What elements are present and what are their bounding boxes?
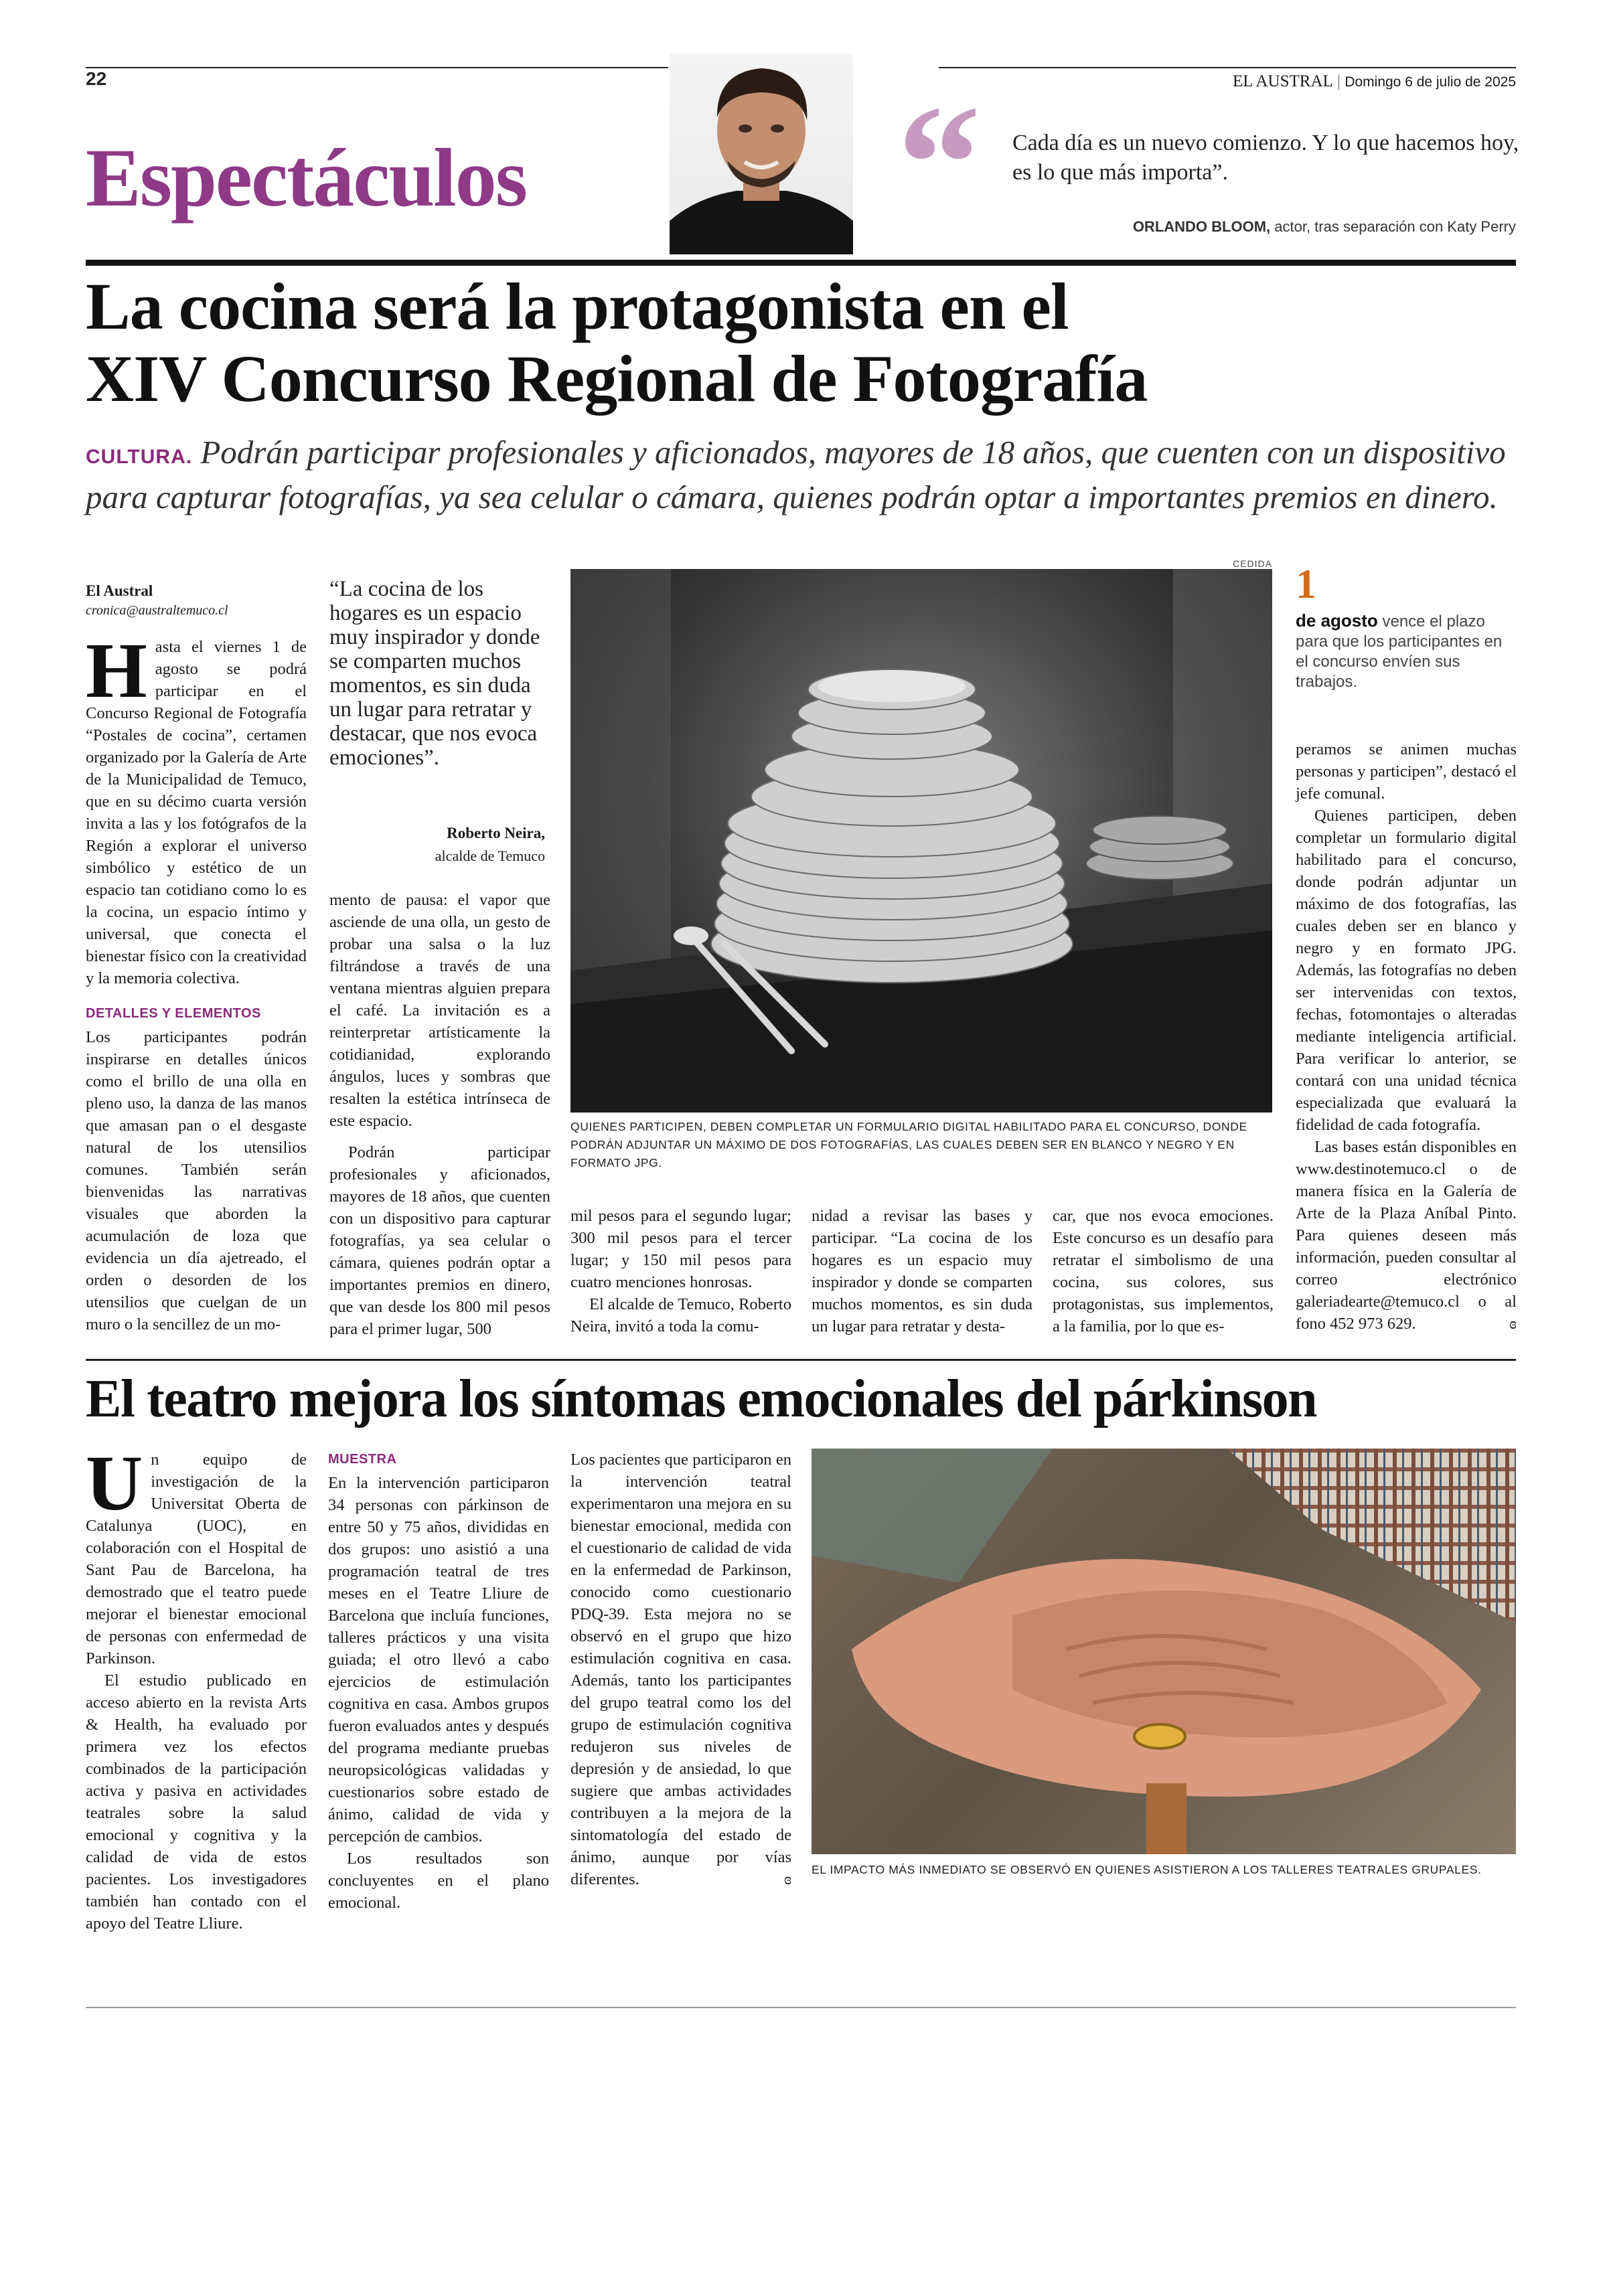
kitchen-photo bbox=[570, 569, 1272, 1113]
paragraph-5: mil pesos para el segundo lugar; 300 mil pesos para el tercer lugar; y 150 mil pesos para cuatro menciones honrosas. bbox=[570, 1207, 791, 1291]
featured-quote: Cada día es un nuevo comienzo. Y lo que hacemos hoy, es lo que más importa”. bbox=[1012, 131, 1519, 185]
article2-paragraph-4: Los resultados son concluyentes en el plano emocional. bbox=[328, 1850, 549, 1912]
paragraph-1-text: asta el viernes 1 de agosto se podrá participar en el Concurso Regional de Fotografía “Postales de cocina”, certamen organizado por la Galería de Arte de la Municipalidad de Temuco, que en su décimo cuarta versión invita a las y los fotógrafos de la Región a explorar el universo simbólico y estético de un espacio tan cotidiano como lo es la cocina, un espacio íntimo y universal, que conecta el bienestar físico con la creatividad y la memoria colectiva. bbox=[86, 638, 307, 987]
article2-paragraph-2: El estudio publicado en acceso abierto en la revista Arts & Health, ha evaluado por primera vez los efectos combinados de la participación activa y pasiva en actividades teatrales sobre la salud emocional y cognitiva y la calidad de vida de estos pacientes. Los investigadores también han contado con el apoyo del Teatre Lliure. bbox=[86, 1671, 307, 1933]
pull-quote: “La cocina de los hogares es un espacio muy inspirador y donde se comparten muchos momentos, es sin duda un lugar para retratar y destacar, que nos evoca emociones”. bbox=[329, 577, 540, 770]
article2-paragraph-5-text: Los pacientes que participaron en la intervención teatral experimentaron una mejora en su bienestar emocional, medida con el cuestionario de calidad de vida en la enfermedad de Parkinson, conocido como cuestionario PDQ-39. Esta mejora no se observó en el grupo que hizo estimulación cognitiva en casa. Además, tanto los participantes del grupo teatral como los del grupo de estimulación cognitiva redujeron sus niveles de depresión y de ansiedad, lo que sugiere que ambas actividades contribuyen a la mejora de la sintomatología del estado de ánimo, aunque por vías diferentes. bbox=[570, 1451, 791, 1888]
article2-column-3 bbox=[570, 1449, 791, 1890]
article2-paragraph-3: En la intervención participaron 34 personas con párkinson de entre 50 y 75 años, divididas en dos grupos: uno asistió a una programación teatral de tres meses en el Teatre Lliure de Barcelona que incluía funciones, talleres prácticos y una visita guiada; el otro llevó a cabo ejercicios de estimulación cognitiva en casa. Ambos grupos fueron evaluados antes y después del programa mediante pruebas neuropsicológicas validadas y cuestionarios sobre estado de ánimo, calidad de vida y percepción de cambios. bbox=[328, 1474, 549, 1846]
plates-illustration bbox=[570, 569, 1272, 1113]
quote-author-role: actor, tras separación con Katy Perry bbox=[1274, 218, 1516, 235]
page-bottom-rule bbox=[86, 2007, 1516, 2008]
header-rule-right bbox=[939, 67, 1516, 68]
subhead-detalles: DETALLES Y ELEMENTOS bbox=[86, 1006, 261, 1021]
header-bottom-rule bbox=[86, 260, 1516, 266]
paragraph-7: nidad a revisar las bases y participar. “La cocina de los hogares es un espacio muy inspirador y donde se comparten muchos momentos, es sin duda un lugar para retratar y desta- bbox=[812, 1207, 1032, 1335]
kicker: CULTURA. bbox=[86, 446, 193, 468]
headline-line-1: La cocina será la protagonista en el bbox=[86, 269, 1069, 343]
hands-photo bbox=[812, 1449, 1516, 1854]
hands-photo-caption: EL IMPACTO MÁS INMEDIATO SE OBSERVÓ EN QUIENES ASISTIERON A LOS TALLERES TEATRALES GRUPALES. bbox=[812, 1863, 1482, 1876]
article1-column-5 bbox=[1053, 1205, 1274, 1337]
article-divider bbox=[86, 1359, 1516, 1361]
article1-lead bbox=[86, 432, 1516, 517]
fact-number: 1 bbox=[1296, 562, 1316, 607]
pull-quote-role: alcalde de Temuco bbox=[435, 847, 545, 864]
article1-end-mark: ɞ bbox=[1509, 1315, 1517, 1333]
article2-column-1 bbox=[86, 1439, 307, 1935]
paragraph-11-text: Las bases están disponibles en www.destinotemuco.cl o de manera física en la Galería de Arte de la Plaza Aníbal Pinto. Para quienes deseen más información, pueden consultar al correo electrónico galeriadearte@temuco.cl o al fono 452 973 629. bbox=[1296, 1138, 1517, 1333]
paragraph-8: car, que nos evoca emociones. Este concurso es un desafío para retratar el simbolismo de una cocina, sus colores, sus protagonistas, sus implementos, a la familia, por lo que es- bbox=[1053, 1207, 1274, 1335]
article1-column-1 bbox=[86, 581, 307, 1335]
pull-quote-author: Roberto Neira, bbox=[447, 825, 545, 841]
header-rule-left bbox=[86, 67, 668, 68]
article1-column-6 bbox=[1296, 738, 1517, 1335]
portrait-illustration bbox=[670, 54, 853, 254]
quote-attribution bbox=[1004, 218, 1516, 236]
photo-credit: CEDIDA bbox=[1233, 558, 1272, 569]
portrait-photo bbox=[670, 54, 853, 254]
paragraph-11 bbox=[1296, 1136, 1517, 1335]
section-title: Espectáculos bbox=[86, 132, 526, 224]
byline-email: cronica@australtemuco.cl bbox=[86, 603, 228, 618]
paragraph-10: Quienes participen, deben completar un formulario digital habilitado para el concurso, donde podrán adjuntar un máximo de dos fotografías, las cuales deben ser en blanco y negro y en formato JPG. Además, las fotografías no deben ser intervenidas con textos, fechas, fotomontajes o alteradas mediante inteligencia artificial. Para verificar lo anterior, se contará con una unidad técnica especializada que evaluará la fidelidad de cada fotografía. bbox=[1296, 807, 1517, 1134]
fact-text: vence el plazo para que los participantes en el concurso envíen sus trabajos. bbox=[1296, 612, 1503, 691]
article1-column-3 bbox=[570, 1205, 791, 1337]
quote-mark: “ bbox=[897, 71, 981, 256]
masthead-line bbox=[1138, 72, 1516, 91]
paragraph-6: El alcalde de Temuco, Roberto Neira, invitó a toda la comu- bbox=[570, 1295, 791, 1335]
hands-illustration bbox=[812, 1449, 1516, 1854]
article2-paragraph-1 bbox=[86, 1439, 307, 1669]
paragraph-3: mento de pausa: el vapor que asciende de una olla, un gesto de probar una salsa o la luz filtrándose a través de una ventana mientras alguien prepara el café. La invitación es a reinterpretar artísticamente la cotidianidad, explorando ángulos, luces y sombras que resalten la estética intrínseca de este espacio. bbox=[329, 891, 550, 1130]
masthead-separator: | bbox=[1337, 72, 1345, 90]
article2-column-2 bbox=[328, 1439, 549, 1914]
quote-author: ORLANDO BLOOM, bbox=[1132, 218, 1271, 235]
subhead-muestra: MUESTRA bbox=[328, 1452, 397, 1467]
byline: El Austral bbox=[86, 582, 153, 599]
masthead: EL AUSTRAL bbox=[1233, 72, 1333, 90]
paragraph-1 bbox=[86, 627, 307, 989]
article2-paragraph-1-text: n equipo de investigación de la Universitat Oberta de Catalunya (UOC), en colaboración con el Hospital de Sant Pau de Barcelona, ha demostrado que el teatro puede mejorar el bienestar emocional de personas con enfermedad de Parkinson. bbox=[86, 1451, 307, 1667]
article2-end-mark: ɞ bbox=[784, 1870, 791, 1888]
article2-paragraph-5 bbox=[570, 1449, 791, 1890]
fact-bold: de agosto bbox=[1296, 610, 1378, 631]
headline-line-2: XIV Concurso Regional de Fotografía bbox=[86, 341, 1148, 416]
dropcap-u: U bbox=[86, 1439, 143, 1527]
dropcap-h: H bbox=[86, 627, 147, 714]
article1-column-4 bbox=[812, 1205, 1032, 1337]
issue-date: Domingo 6 de julio de 2025 bbox=[1345, 74, 1516, 90]
paragraph-9: peramos se animen muchas personas y participen”, destacó el jefe comunal. bbox=[1296, 740, 1517, 803]
kitchen-photo-caption: QUIENES PARTICIPEN, DEBEN COMPLETAR UN FORMULARIO DIGITAL HABILITADO PARA EL CONCURSO, DONDE PODRÁN ADJUNTAR UN MÁXIMO DE DOS FOTOGRAFÍAS, LAS CUALES DEBEN SER EN BLANCO Y NEGRO Y EN FORMATO JPG. bbox=[570, 1120, 1247, 1169]
paragraph-2: Los participantes podrán inspirarse en detalles únicos como el brillo de una olla en pleno uso, la danza de las manos que amasan pan o el desgaste natural de los utensilios comunes. También serán bienvenidas las narrativas visuales que aborden la acumulación de loza que evidencia un día ajetreado, el orden o desorden de los utensilios que cuelgan de un muro o la sencillez de un mo- bbox=[86, 1028, 307, 1333]
lead-text: Podrán participar profesionales y aficionados, mayores de 18 años, que cuenten con un dispositivo para capturar fotografías, ya sea celular o cámara, quienes podrán optar a importantes premios en dinero. bbox=[86, 434, 1506, 515]
article2-headline: El teatro mejora los síntomas emocionales del párkinson bbox=[86, 1370, 1317, 1428]
paragraph-4: Podrán participar profesionales y aficionados, mayores de 18 años, que cuenten con un dispositivo para capturar fotografías, ya sea celular o cámara, quienes podrán optar a importantes premios en dinero, que van desde los 800 mil pesos para el primer lugar, 500 bbox=[329, 1143, 550, 1338]
fact-box bbox=[1296, 610, 1517, 692]
page-number: 22 bbox=[86, 68, 107, 89]
article1-column-2 bbox=[329, 889, 550, 1340]
article1-headline bbox=[86, 270, 1492, 415]
